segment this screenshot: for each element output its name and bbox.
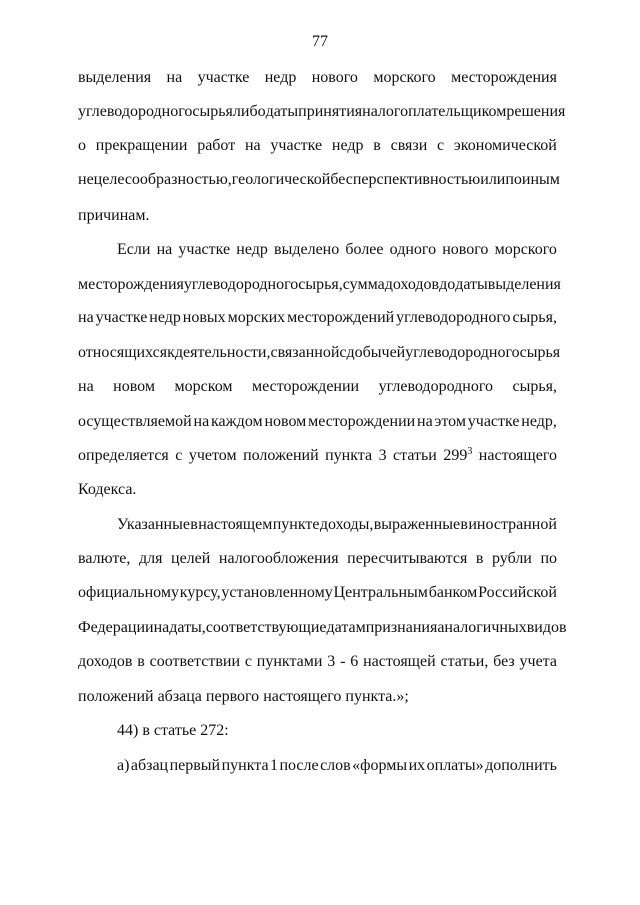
word: связанной [270, 344, 340, 361]
word: с [175, 447, 183, 464]
word: месторождении [252, 378, 360, 395]
word: настоящего [478, 447, 557, 464]
word: с [244, 653, 252, 670]
word: настоящей [363, 653, 436, 670]
word: пункте [272, 516, 320, 533]
text-line [78, 171, 560, 189]
text-line [78, 584, 557, 602]
word: недр [264, 69, 297, 86]
word: оплаты» [426, 757, 484, 774]
word: сырья, [512, 378, 557, 395]
word: решения [506, 103, 566, 120]
word: с [339, 344, 347, 361]
text-line [117, 516, 557, 534]
word: более [345, 241, 384, 258]
word: участке [270, 137, 323, 154]
word: их [408, 757, 426, 774]
word: морском [174, 378, 233, 395]
word: осуществляемой [78, 413, 192, 430]
word: углеводородного [183, 276, 299, 293]
word: определяется [78, 447, 169, 464]
text-line [117, 757, 557, 775]
word: сырья [192, 103, 233, 120]
word: на [193, 413, 210, 430]
word: углеводородного [78, 103, 193, 120]
word: каждом [210, 413, 263, 430]
word: недр, [521, 413, 557, 430]
word: в [460, 516, 468, 533]
text-line [78, 447, 557, 465]
word: Федерации [78, 619, 154, 636]
text-line [78, 207, 557, 225]
word: либо [232, 103, 266, 120]
word: морских [227, 309, 286, 326]
text-line [78, 481, 557, 499]
word: учета [519, 653, 557, 670]
word: для [138, 550, 163, 567]
word: Центральным [333, 584, 428, 601]
word: сырья [519, 344, 561, 361]
word: а) [117, 757, 130, 774]
word: соответствии [149, 653, 240, 670]
word: относящихся [78, 344, 168, 361]
word: целей [171, 550, 211, 567]
word: месторождений [287, 309, 395, 326]
word: выделения [487, 276, 561, 293]
word: нового [311, 69, 358, 86]
word: связи [390, 137, 428, 154]
word: слов [320, 757, 351, 774]
text-line [78, 309, 557, 327]
word: с [437, 137, 445, 154]
word: 1 [270, 757, 278, 774]
word: сумма [342, 276, 385, 293]
word: статьи [393, 447, 437, 464]
word: Если [117, 241, 151, 258]
word: по [540, 550, 557, 567]
word: новом [264, 413, 307, 430]
word: настоящего [263, 688, 342, 705]
text-line [78, 688, 557, 706]
word: датам [326, 619, 366, 636]
text-line [78, 103, 566, 121]
word: нового [442, 241, 489, 258]
word: Российской [478, 584, 557, 601]
word: участке [467, 413, 520, 430]
word: экономической [453, 137, 557, 154]
word: курсу, [179, 584, 221, 601]
word: участке [197, 69, 250, 86]
word: 44) [117, 722, 139, 739]
word: иностранной [468, 516, 557, 533]
word: признания [365, 619, 438, 636]
word: первый [169, 757, 221, 774]
word: о [78, 137, 86, 154]
word: в [137, 653, 145, 670]
word: к [167, 344, 175, 361]
word: положений [243, 447, 319, 464]
text-line [78, 378, 557, 396]
word: недр [149, 309, 181, 326]
word: месторождения [78, 276, 184, 293]
word: статьи, [440, 653, 489, 670]
word: по [505, 171, 522, 188]
word: этом [434, 413, 466, 430]
word: учетом [188, 447, 237, 464]
word: нецелесообразностью, [78, 171, 232, 188]
word: 3 [378, 447, 387, 464]
word: доходов [78, 653, 133, 670]
word: 3 [327, 653, 336, 670]
word: в [190, 516, 198, 533]
word: месторождении [308, 413, 416, 430]
text-line [78, 344, 561, 362]
word: валюте, [78, 550, 131, 567]
word: рубли [492, 550, 532, 567]
word: аналогичных [437, 619, 527, 636]
word: прекращении [95, 137, 188, 154]
word: пункта [325, 447, 373, 464]
word: пунктами [256, 653, 323, 670]
word: на [78, 309, 94, 326]
text-line [117, 722, 557, 740]
word: даты, [169, 619, 206, 636]
word: недр [236, 241, 268, 258]
word: добычей [346, 344, 406, 361]
word: налогообложения [218, 550, 339, 567]
word: соответствующие [205, 619, 327, 636]
word: углеводородного [396, 309, 511, 326]
word: бесперспективностью [330, 171, 481, 188]
word: Кодекса. [78, 481, 137, 498]
word: положений [78, 688, 154, 705]
word: на [417, 413, 433, 430]
word: $299^3$ [443, 446, 473, 464]
text-line [78, 653, 557, 671]
text-line [78, 413, 557, 431]
word: морского [373, 69, 436, 86]
word: доходов [384, 276, 440, 293]
word: - [340, 653, 346, 670]
text-line [117, 241, 557, 259]
word: в [373, 137, 381, 154]
word: «формы [352, 757, 408, 774]
word: углеводородного [378, 378, 493, 395]
word: в [475, 550, 484, 567]
word: иным [521, 171, 560, 188]
word: работ [197, 137, 236, 154]
word: геологической [231, 171, 331, 188]
word: банком [428, 584, 478, 601]
word: официальному [78, 584, 179, 601]
word: без [493, 653, 515, 670]
word: месторождения [451, 69, 557, 86]
word: настоящем [198, 516, 273, 533]
word: даты [455, 276, 488, 293]
word: доходы, [319, 516, 374, 533]
text-line [78, 550, 557, 568]
word: выраженные [373, 516, 461, 533]
word: пункта.»; [345, 688, 409, 705]
word: в [142, 722, 150, 739]
word: сырья, [512, 309, 557, 326]
word: на [78, 378, 94, 395]
word: 272: [200, 722, 229, 739]
word: первого [205, 688, 260, 705]
word: видов [526, 619, 567, 636]
word: новом [113, 378, 155, 395]
word: на [244, 137, 261, 154]
word: углеводородного [405, 344, 520, 361]
word: новых [182, 309, 226, 326]
word: пересчитываются [347, 550, 468, 567]
text-line [78, 276, 561, 294]
word: даты [265, 103, 299, 120]
word: абзац [130, 757, 169, 774]
word: на [166, 69, 183, 86]
word: принятия [298, 103, 363, 120]
word: выделения [78, 69, 152, 86]
word: пункта [221, 757, 269, 774]
text-line [78, 137, 557, 155]
word: морского [494, 241, 557, 258]
word: дополнить [485, 757, 557, 774]
word: участке [95, 309, 148, 326]
word: или [480, 171, 506, 188]
word: абзаца [157, 688, 202, 705]
word: статье [153, 722, 197, 739]
word: после [279, 757, 319, 774]
word: Указанные [117, 516, 190, 533]
word: на [156, 241, 173, 258]
word: выделено [274, 241, 340, 258]
text-line [78, 619, 567, 637]
word: причинам. [78, 207, 150, 224]
word: недр [331, 137, 364, 154]
word: на [153, 619, 170, 636]
word: установленному [221, 584, 333, 601]
word: сырья, [298, 276, 343, 293]
word: участке [178, 241, 231, 258]
word: налогоплательщиком [362, 103, 507, 120]
word: одного [389, 241, 437, 258]
text-line [78, 69, 557, 87]
word: 6 [350, 653, 359, 670]
word: до [439, 276, 456, 293]
page-number: 77 [312, 33, 328, 50]
word: деятельности, [174, 344, 271, 361]
